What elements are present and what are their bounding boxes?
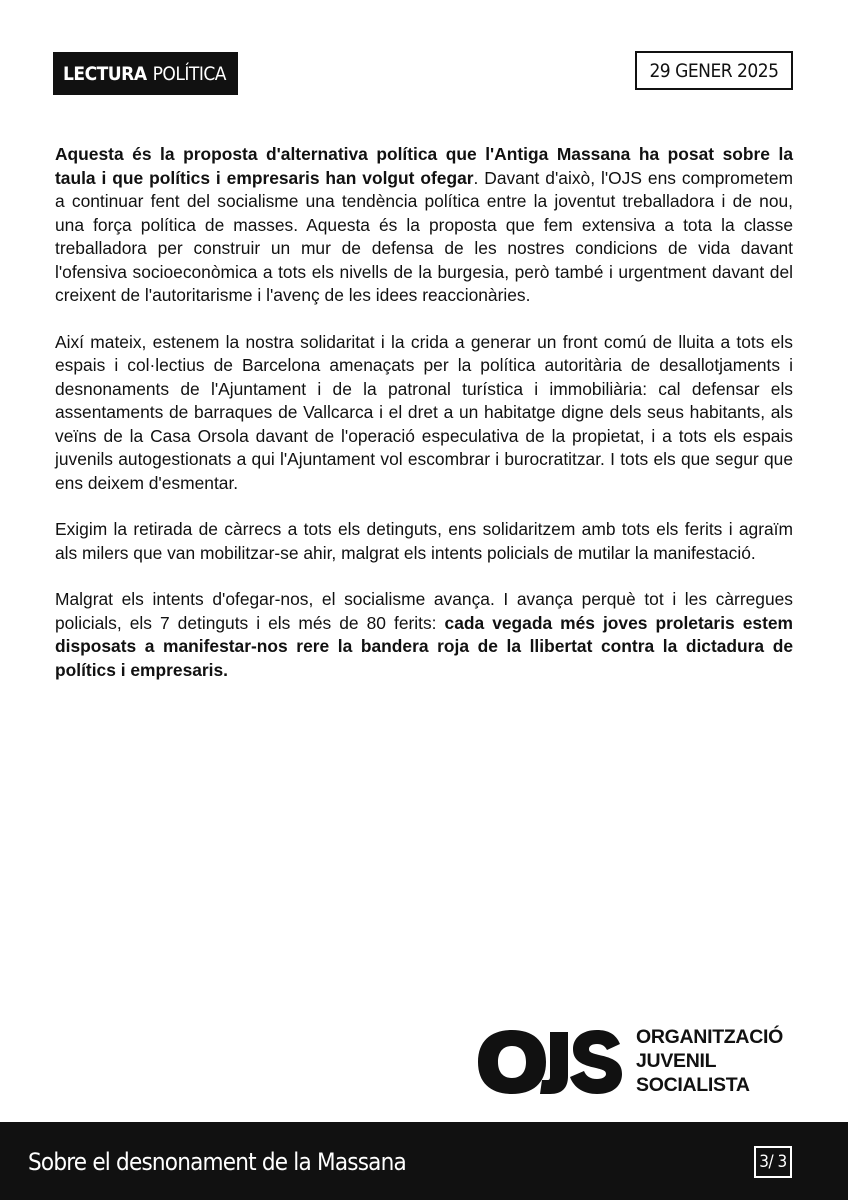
article-body xyxy=(55,143,793,705)
footer-bar xyxy=(0,1122,848,1200)
logo-letter-s xyxy=(570,1030,622,1094)
paragraph-2-text: Així mateix, estenem la nostra solidaritat i la crida a generar un front comú de lluita a tots els espais i col·lectius de Barcelona amenaçats per la política autoritària de desallotjaments i desnonaments de l'Ajuntament i de la patronal turística i immobiliària: cal defensar els assentaments de barraques de Vallcarca i el dret a un habitatge digne dels seus habitants, als veïns de la Casa Orsola davant de l'operació especulativa de la propietat, i a tots els espais juvenils autogestionats a qui l'Ajuntament vol escombrar i burocratitzar. I tots els que segur que ens deixem d'esmentar. xyxy=(55,331,793,493)
paragraph-4-text: Malgrat els intents d'ofegar-nos, el socialisme avança. I avança perquè tot i les càrregues policials, els 7 detinguts i els més de 80 ferits: xyxy=(55,589,793,633)
logo-letter-o xyxy=(478,1030,546,1094)
paragraph-4 xyxy=(55,588,793,682)
paragraph-1 xyxy=(55,143,793,308)
logo-line-2: JUVENIL xyxy=(636,1050,717,1072)
footer-title: Sobre el desnonament de la Massana xyxy=(28,1148,406,1176)
paragraph-1-bold: Aquesta és la proposta d'alternativa política que l'Antiga Massana ha posat sobre la taula i que polítics i empresaris han volgut ofegar xyxy=(55,144,793,188)
section-label xyxy=(53,52,238,95)
ojs-logo xyxy=(470,1022,800,1102)
paragraph-2 xyxy=(55,331,793,496)
section-label-light: POLÍTICA xyxy=(152,62,226,85)
paragraph-1-text: . Davant d'això, l'OJS ens comprometem a continuar fent del socialisme una tendència política entre la joventut treballadora i de nou, una força política de masses. Aquesta és la proposta que fem extensiva a tota la classe treballadora per construir un mur de defensa de les nostres condicions de vida davant l'ofensiva socioeconòmica a tots els nivells de la burgesia, però també i urgentment davant del creixent de l'autoritarisme i l'avenç de les idees reaccionàries. xyxy=(55,167,793,305)
page-number: 3/ 3 xyxy=(754,1146,792,1178)
publication-date: 29 GENER 2025 xyxy=(635,51,793,90)
paragraph-3-text: Exigim la retirada de càrrecs a tots els detinguts, ens solidaritzem amb tots els ferits i agraïm als milers que van mobilitzar-se ahir, malgrat els intents policials de mutilar la manifestació. xyxy=(55,519,793,563)
logo-wordmark xyxy=(636,1025,783,1097)
logo-line-3: SOCIALISTA xyxy=(636,1074,750,1096)
logo-line-1: ORGANITZACIÓ xyxy=(636,1026,783,1048)
section-label-bold: LECTURA xyxy=(63,62,147,85)
paragraph-4-bold: cada vegada més joves proletaris estem disposats a manifestar-nos rere la bandera roja de la llibertat contra la dictadura de polítics i empresaris. xyxy=(55,612,793,680)
paragraph-3 xyxy=(55,518,793,565)
ojs-logo-mark xyxy=(470,1022,630,1102)
